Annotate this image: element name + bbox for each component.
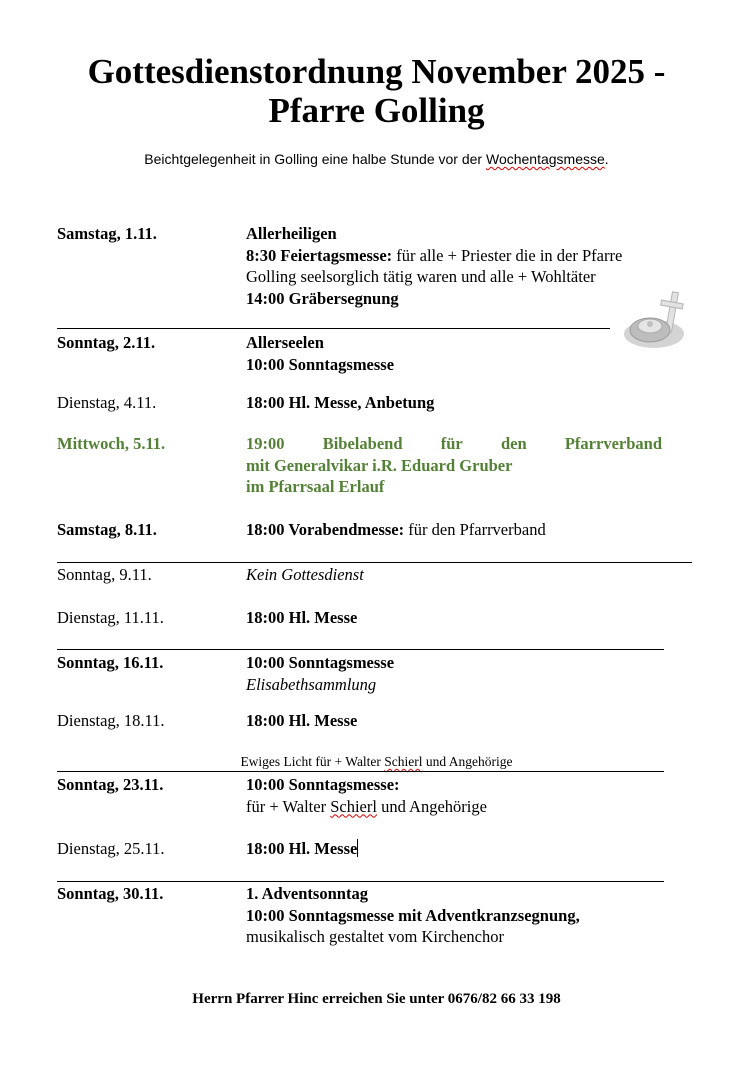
entry-line: 18:00 Hl. Messe <box>246 711 358 730</box>
entry-date: Samstag, 8.11. <box>57 520 157 539</box>
entry-date: Sonntag, 30.11. <box>57 884 164 903</box>
entry-line: 18:00 Hl. Messe <box>246 608 358 627</box>
divider <box>57 881 664 882</box>
entry-line-bold: 18:00 Vorabendmesse: <box>246 520 405 539</box>
line-suffix: und Angehörige <box>376 796 487 816</box>
ewiges-licht-note <box>0 754 753 770</box>
line-word: Schierl <box>330 796 377 816</box>
entry-title: Allerseelen <box>246 333 324 352</box>
entry-desc <box>246 332 394 375</box>
entry-line: 10:00 Sonntagsmesse: <box>246 775 400 794</box>
entry-line: 1. Adventsonntag <box>246 884 368 903</box>
page-title-line-1: Gottesdienstordnung November 2025 - <box>87 52 666 91</box>
entry-date: Sonntag, 23.11. <box>57 775 164 794</box>
entry-line: 18:00 Hl. Messe <box>246 839 358 858</box>
entry-line: 14:00 Gräbersegnung <box>246 288 399 308</box>
subtitle-suffix: . <box>604 151 609 167</box>
word: Bibelabend <box>322 434 403 453</box>
note-suffix: und Angehörige <box>422 754 513 769</box>
entry-desc <box>246 519 546 541</box>
entry-line: 10:00 Sonntagsmesse <box>246 354 395 374</box>
entry-line: Kein Gottesdienst <box>246 565 364 584</box>
entry-desc <box>246 883 580 948</box>
entry-line: Elisabethsammlung <box>246 674 377 694</box>
divider <box>57 649 664 650</box>
entry-date: Dienstag, 4.11. <box>57 393 157 412</box>
entry-date: Dienstag, 11.11. <box>57 608 164 627</box>
entry-line: 10:00 Sonntagsmesse <box>246 653 395 672</box>
word: 19:00 <box>246 434 285 453</box>
divider <box>57 328 610 329</box>
divider <box>57 562 692 563</box>
entry-date: Sonntag, 9.11. <box>57 565 152 584</box>
entry-desc <box>246 223 622 309</box>
entry-date: Sonntag, 2.11. <box>57 333 156 352</box>
entry-date: Mittwoch, 5.11. <box>57 434 166 453</box>
entry-desc <box>246 838 358 860</box>
divider <box>57 771 664 772</box>
text-cursor <box>357 839 358 857</box>
entry-line-justified <box>246 433 662 455</box>
entry-title: Allerheiligen <box>246 224 337 243</box>
note-prefix: Ewiges Licht für + Walter <box>240 754 385 769</box>
subtitle-prefix: Beichtgelegenheit in Golling eine halbe Stunde vor der <box>144 151 486 167</box>
entry-line <box>246 796 487 818</box>
entry-desc <box>246 433 662 498</box>
word: Pfarrverband <box>564 434 662 453</box>
note-word: Schierl <box>384 754 423 769</box>
subtitle-word: Wochentagsmesse <box>485 151 605 167</box>
entry-line: im Pfarrsaal Erlauf <box>246 477 385 496</box>
entry-line <box>246 245 622 267</box>
entry-line-rest: für alle + Priester die in der Pfarre <box>392 245 623 265</box>
line-prefix: für + Walter <box>246 796 331 816</box>
entry-desc <box>246 774 487 817</box>
page-title-line-2: Pfarre Golling <box>268 91 485 130</box>
word: den <box>500 434 527 453</box>
entry-date: Dienstag, 18.11. <box>57 711 165 730</box>
entry-line-rest: für den Pfarrverband <box>404 520 546 539</box>
entry-date: Samstag, 1.11. <box>57 224 157 243</box>
entry-desc <box>246 652 394 695</box>
grave-cross-wreath-icon <box>620 288 694 352</box>
entry-line: 10:00 Sonntagsmesse mit Adventkranzsegnung, <box>246 905 580 925</box>
entry-line: mit Generalvikar i.R. Eduard Gruber <box>246 455 513 475</box>
subtitle <box>0 151 753 167</box>
entry-date: Sonntag, 16.11. <box>57 653 164 672</box>
entry-date: Dienstag, 25.11. <box>57 839 165 858</box>
entry-line-bold: 8:30 Feiertagsmesse: <box>246 245 393 265</box>
word: für <box>440 434 463 453</box>
footer-contact: Herrn Pfarrer Hinc erreichen Sie unter 0676/82 66 33 198 <box>192 991 561 1007</box>
entry-line: musikalisch gestaltet vom Kirchenchor <box>246 927 504 946</box>
entry-line: 18:00 Hl. Messe, Anbetung <box>246 393 435 412</box>
entry-line: Golling seelsorglich tätig waren und alle + Wohltäter <box>246 267 596 286</box>
